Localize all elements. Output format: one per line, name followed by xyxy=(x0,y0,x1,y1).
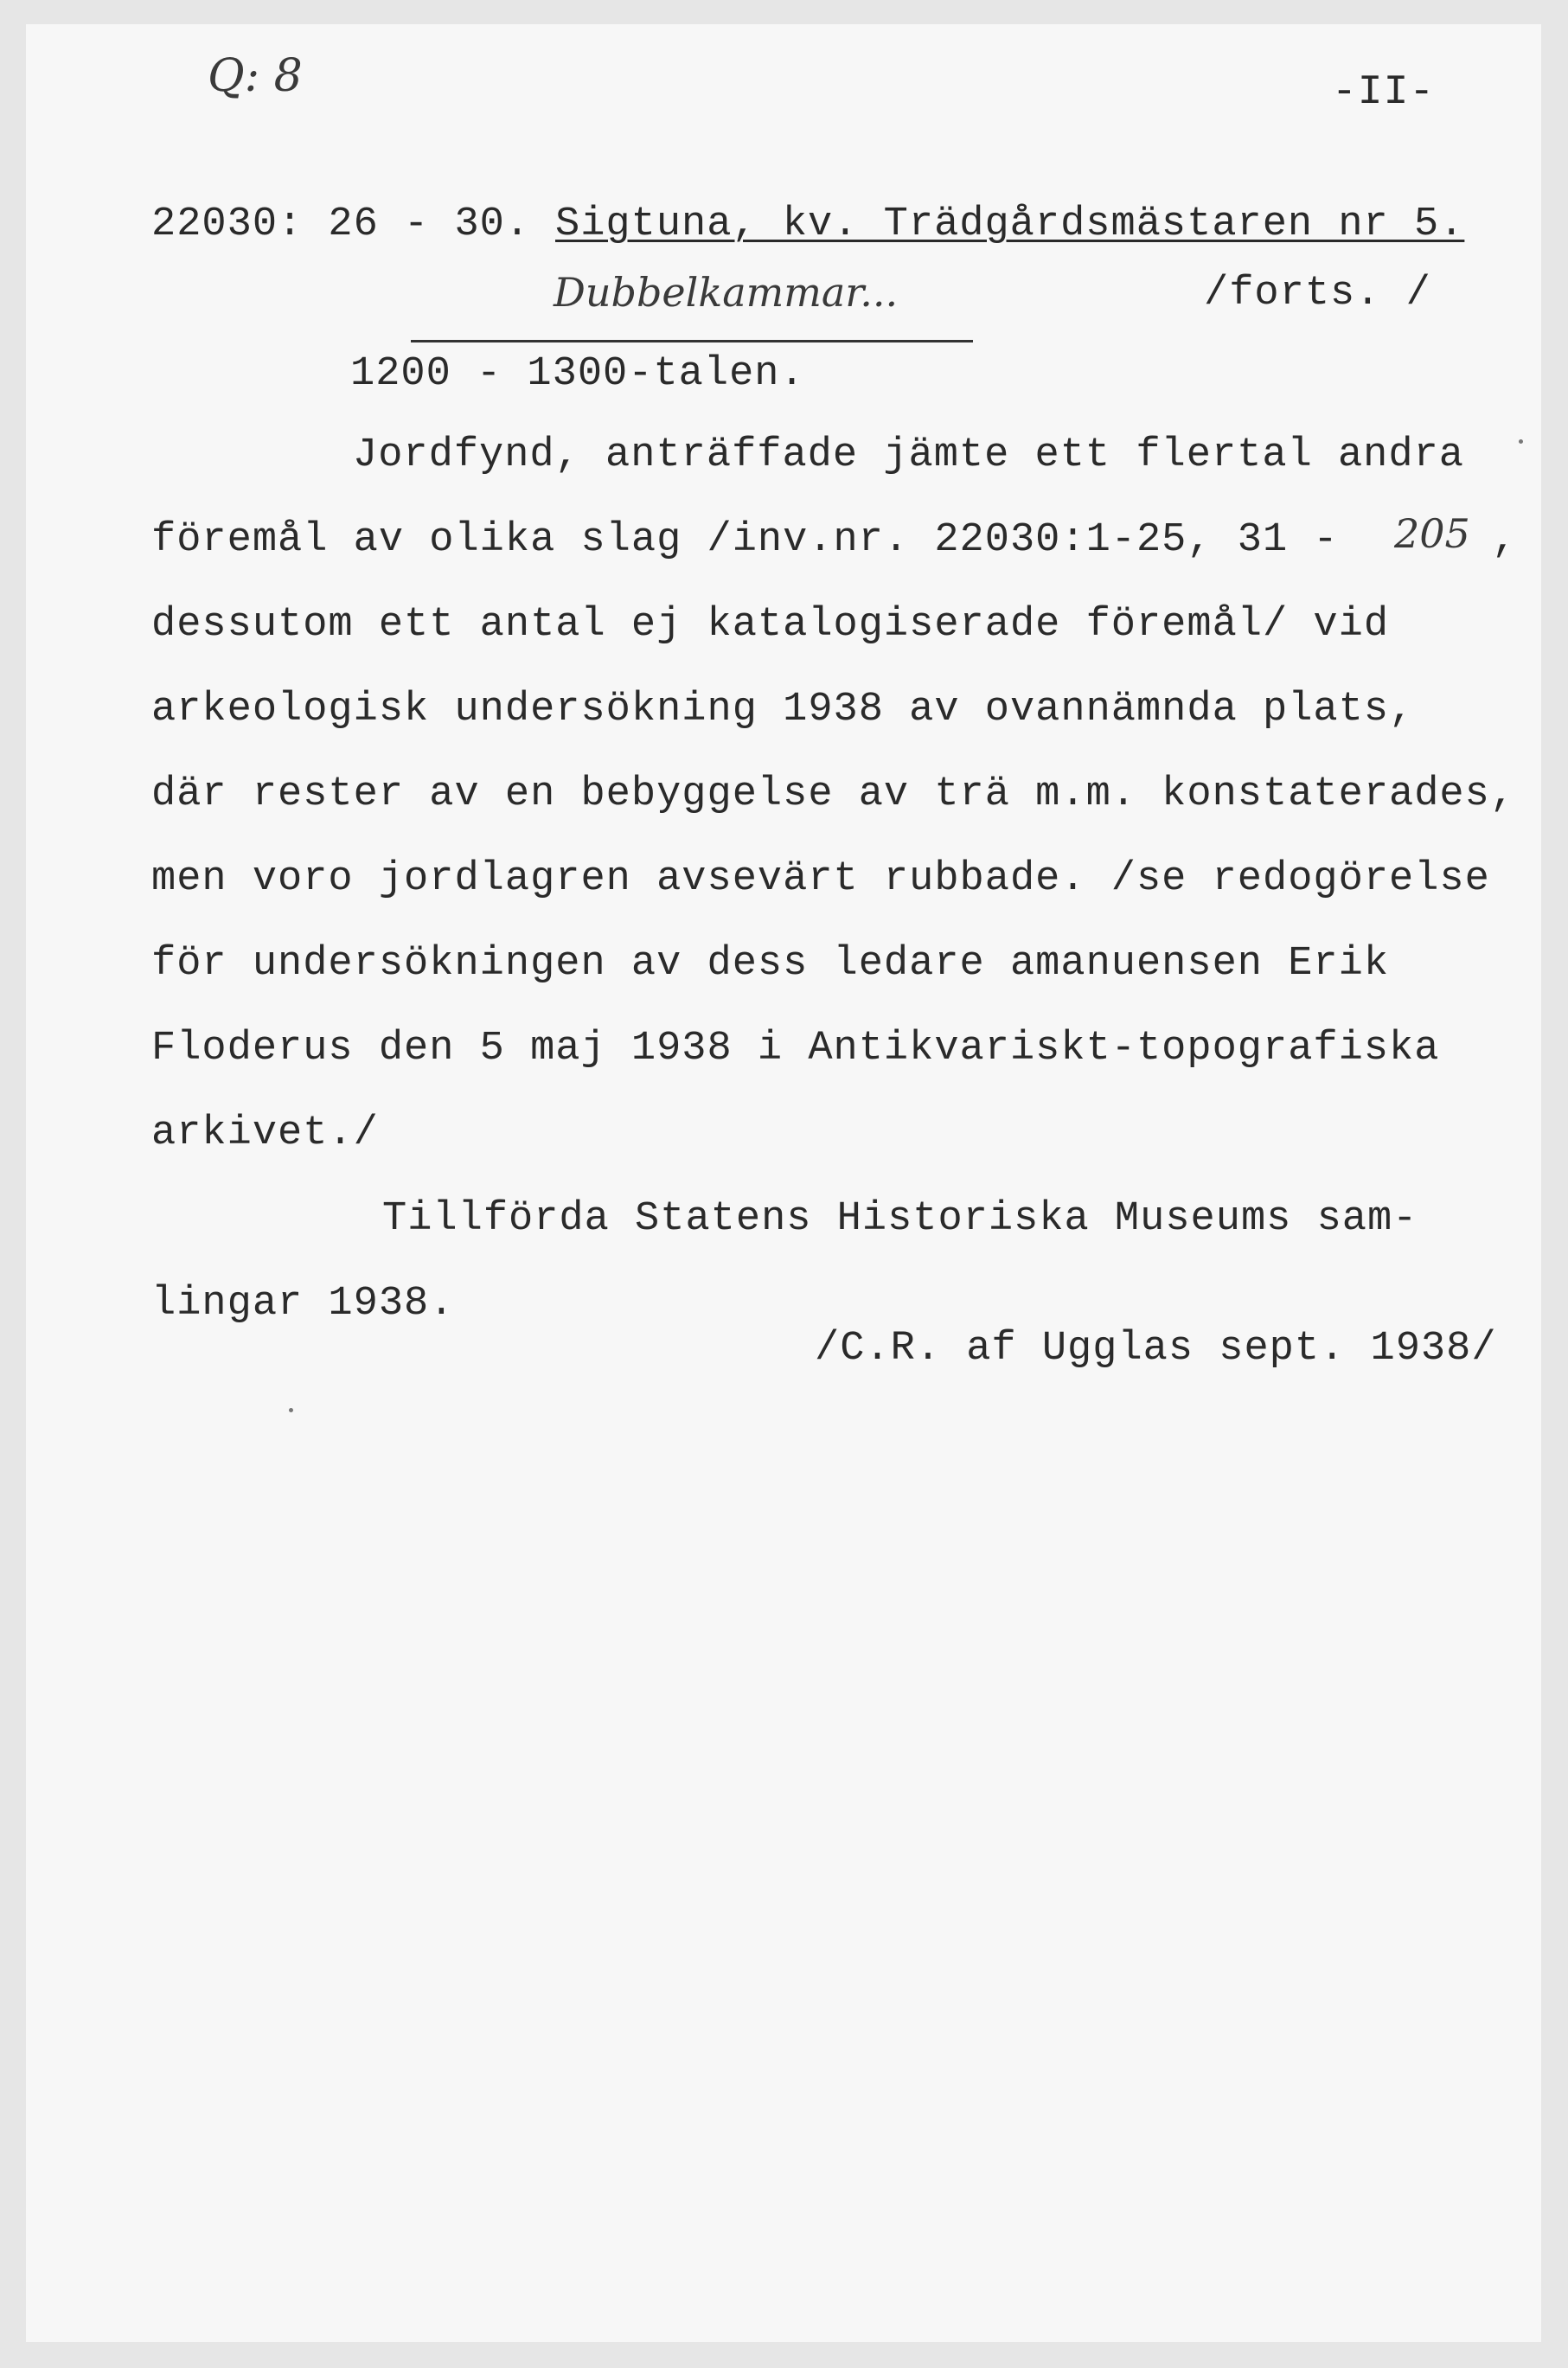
catalog-card xyxy=(26,24,1541,2342)
body-line-6: men voro jordlagren avsevärt rubbade. /se redogörelse xyxy=(151,856,1490,902)
paper-speck xyxy=(289,1408,293,1412)
catalog-range: 22030: 26 - 30. xyxy=(151,202,531,247)
body-line-1: Jordfynd, anträffade jämte ett flertal andra xyxy=(353,432,1465,478)
continued-marker: /forts. / xyxy=(1204,271,1431,317)
transfer-line-2: lingar 1938. xyxy=(151,1281,455,1327)
site-name: Sigtuna, kv. Trädgårdsmästaren nr 5. xyxy=(555,202,1465,247)
body-line-4: arkeologisk undersökning 1938 av ovannämnda plats, xyxy=(151,687,1415,733)
body-line-3: dessutom ett antal ej katalogiserade föremål/ vid xyxy=(151,602,1390,648)
body-line-5: där rester av en bebyggelse av trä m.m. konstaterades, xyxy=(151,771,1516,817)
body-line-9: arkivet./ xyxy=(151,1110,379,1156)
body-line-2: föremål av olika slag /inv.nr. 22030:1-25, 31 - xyxy=(151,517,1339,563)
body-line-8: Floderus den 5 maj 1938 i Antikvariskt-topografiska xyxy=(151,1026,1440,1072)
page-number: -II- xyxy=(1332,69,1436,116)
body-line-7: för undersökningen av dess ledare amanuensen Erik xyxy=(151,941,1390,987)
transfer-line-1: Tillförda Statens Historiska Museums sam- xyxy=(382,1196,1418,1242)
handwritten-number: 205 xyxy=(1394,510,1470,557)
handwritten-catalog-mark: Q: 8 xyxy=(208,50,303,102)
handwritten-subtitle: Dubbelkammar... xyxy=(554,269,899,316)
subtitle-underline xyxy=(411,340,973,342)
dating: 1200 - 1300-talen. xyxy=(350,351,805,397)
trailing-comma: , xyxy=(1492,517,1518,563)
signature: /C.R. af Ugglas sept. 1938/ xyxy=(815,1326,1497,1372)
paper-speck xyxy=(1519,439,1523,444)
